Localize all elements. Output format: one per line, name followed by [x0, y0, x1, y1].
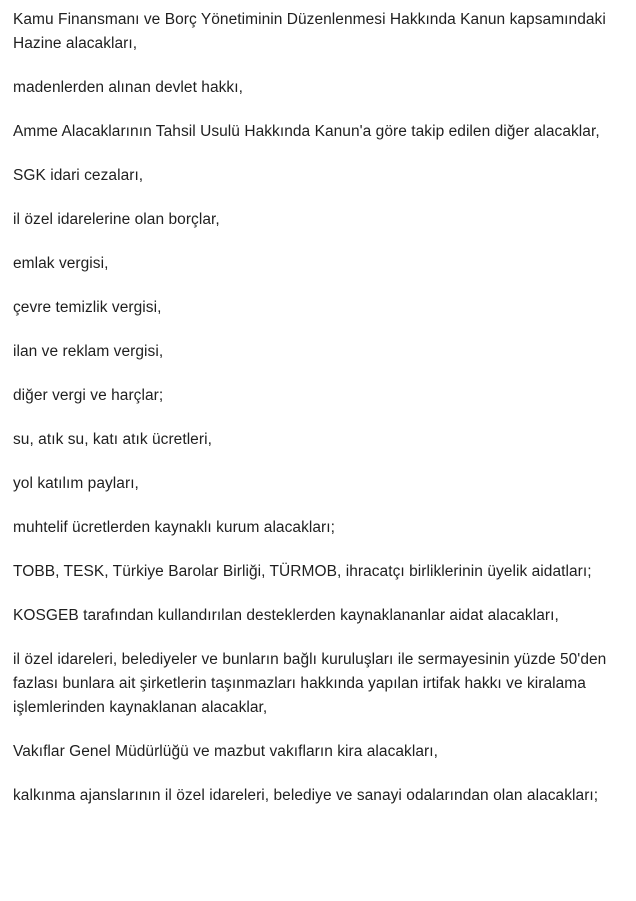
paragraph-kosgeb-alacaklari: KOSGEB tarafından kullandırılan desteklerden kaynaklananlar aidat alacakları, [13, 607, 559, 624]
paragraph-devlet-hakki: madenlerden alınan devlet hakkı, [13, 79, 243, 96]
paragraph-uyelik-aidatlari: TOBB, TESK, Türkiye Barolar Birliği, TÜRMOB, ihracatçı birliklerinin üyelik aidatları; [13, 563, 592, 580]
paragraph-su-atik-su-ucretleri: su, atık su, katı atık ücretleri, [13, 431, 212, 448]
paragraph-diger-vergi-harclar: diğer vergi ve harçlar; [13, 387, 164, 404]
paragraph-yol-katilim-paylari: yol katılım payları, [13, 475, 139, 492]
paragraph-il-ozel-idare-borclari: il özel idarelerine olan borçlar, [13, 211, 220, 228]
paragraph-ilan-reklam-vergisi: ilan ve reklam vergisi, [13, 343, 164, 360]
paragraph-emlak-vergisi: emlak vergisi, [13, 255, 109, 272]
paragraph-vakif-kira-alacaklari: Vakıflar Genel Müdürlüğü ve mazbut vakıfların kira alacakları, [13, 743, 438, 760]
paragraph-irtifak-kiralama-alacaklari: il özel idareleri, belediyeler ve bunların bağlı kuruluşları ile sermayesinin yüzde 50'den fazlası bunlara ait şirketlerin taşınmazları hakkında yapılan irtifak hakkı ve kiralama işlemlerinden kaynaklanan alacaklar, [13, 651, 607, 716]
paragraph-cevre-temizlik-vergisi: çevre temizlik vergisi, [13, 299, 162, 316]
paragraph-amme-alacaklari: Amme Alacaklarının Tahsil Usulü Hakkında Kanun'a göre takip edilen diğer alacaklar, [13, 123, 600, 140]
paragraph-kurum-alacaklari: muhtelif ücretlerden kaynaklı kurum alacakları; [13, 519, 335, 536]
paragraph-hazine-alacaklari: Kamu Finansmanı ve Borç Yönetiminin Düzenlenmesi Hakkında Kanun kapsamındaki Hazine alacakları, [13, 11, 606, 52]
paragraph-sgk-cezalari: SGK idari cezaları, [13, 167, 144, 184]
paragraph-kalkinma-ajansi-alacaklari: kalkınma ajanslarının il özel idareleri, belediye ve sanayi odalarından olan alacakları; [13, 787, 599, 804]
